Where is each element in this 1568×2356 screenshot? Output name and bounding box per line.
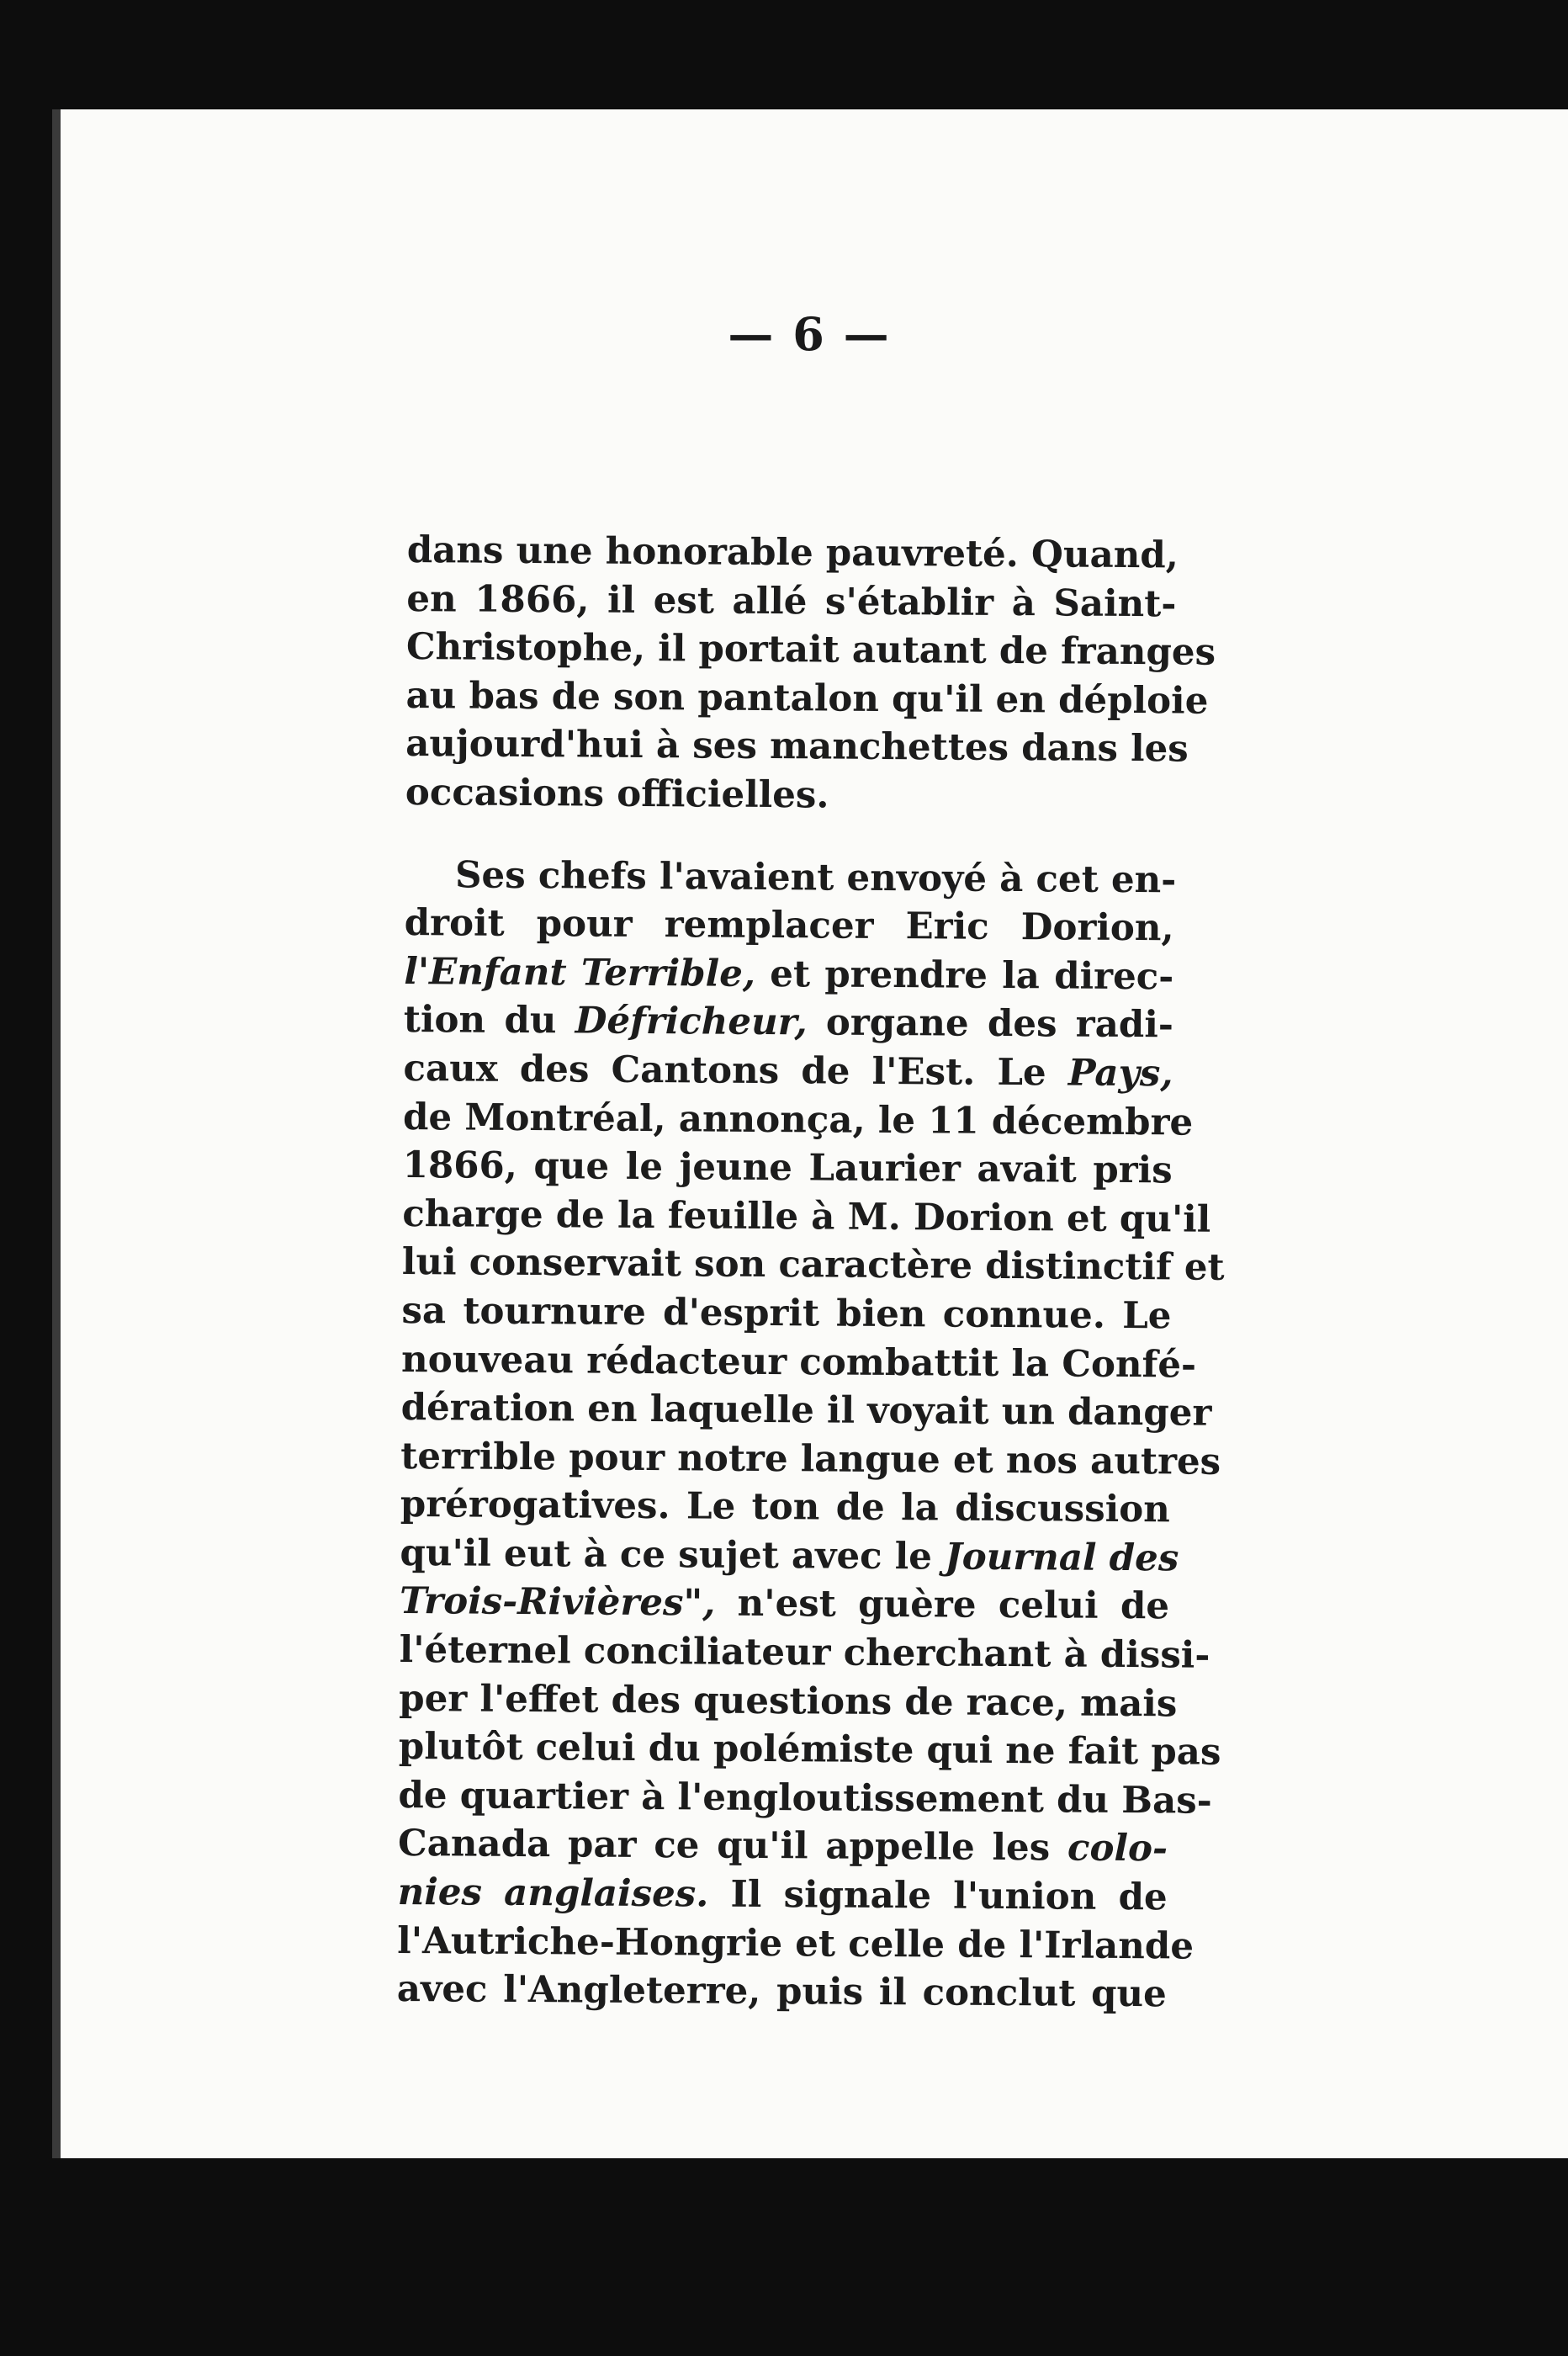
italic-title: Pays, [1067, 1051, 1173, 1096]
text-line: qu'il eut à ce sujet avec le Journal des [400, 1531, 1179, 1580]
text-line: avec l'Angleterre, puis il conclut que [396, 1967, 1168, 2016]
text-line: sa tournure d'esprit bien connue. Le [401, 1288, 1172, 1338]
text-line: au bas de son pantalon qu'il en déploie [405, 673, 1209, 723]
text-line: charge de la feuille à M. Dorion et qu'il [402, 1191, 1211, 1241]
paragraph-1 [405, 526, 1216, 822]
italic-title: Journal des [944, 1535, 1179, 1580]
text-line: l'Autriche-Hongrie et celle de l'Irlande [397, 1918, 1195, 1968]
paragraph-gap [405, 817, 1174, 856]
text-line: plutôt celui du polémiste qui ne fait pas [398, 1725, 1221, 1775]
body-text [396, 526, 1225, 2019]
text-line: lui conservait son caractère distinctif et [401, 1240, 1225, 1290]
text-line: dans une honorable pauvreté. Quand, [406, 528, 1179, 577]
italic-title: Trois-Rivières", [399, 1579, 716, 1626]
text-line: Canada par ce qu'il appelle les colo- [397, 1822, 1168, 1870]
paragraph-2 [396, 851, 1225, 2019]
text-line: nouveau rédacteur combattit la Confé- [400, 1337, 1197, 1387]
text-line: caux des Cantons de l'Est. Le Pays, [403, 1046, 1173, 1096]
text-line: tion du Défricheur, organe des radi- [403, 998, 1174, 1047]
text-line: l'éternel conciliateur cherchant à dissi- [399, 1628, 1210, 1677]
text-line: droit pour remplacer Eric Dorion, [404, 901, 1174, 950]
italic-title: Défricheur, [575, 999, 808, 1044]
text-line: per l'effet des questions de race, mais [399, 1676, 1178, 1726]
text-line: nies anglaises. Il signale l'union de [397, 1870, 1168, 1919]
page-number: — 6 — [728, 307, 891, 361]
text-line: occasions officielles. [405, 770, 829, 817]
text-line: en 1866, il est allé s'établir à Saint- [406, 576, 1177, 625]
text-line: de Montréal, annonça, le 11 décembre [402, 1095, 1194, 1144]
italic-title: l'Enfant Terrible, [404, 949, 756, 995]
italic-title: nies anglaises. [397, 1870, 709, 1916]
text-line: terrible pour notre langue et nos autres [400, 1434, 1221, 1483]
text-line: Ses chefs l'avaient envoyé à cet en- [454, 852, 1177, 901]
text-line: Trois-Rivières", n'est guère celui de [399, 1579, 1170, 1628]
text-line: dération en laquelle il voyait un danger [400, 1386, 1212, 1435]
text-line: 1866, que le jeune Laurier avait pris [402, 1144, 1173, 1192]
text-line: l'Enfant Terrible, et prendre la direc- [404, 949, 1174, 999]
text-line: prérogatives. Le ton de la discussion [400, 1483, 1171, 1531]
italic-title: colo- [1067, 1826, 1168, 1870]
text-line: Christophe, il portait autant de franges [405, 625, 1216, 674]
text-line: aujourd'hui à ses manchettes dans les [405, 722, 1189, 771]
text-line: de quartier à l'engloutissement du Bas- [398, 1773, 1212, 1823]
